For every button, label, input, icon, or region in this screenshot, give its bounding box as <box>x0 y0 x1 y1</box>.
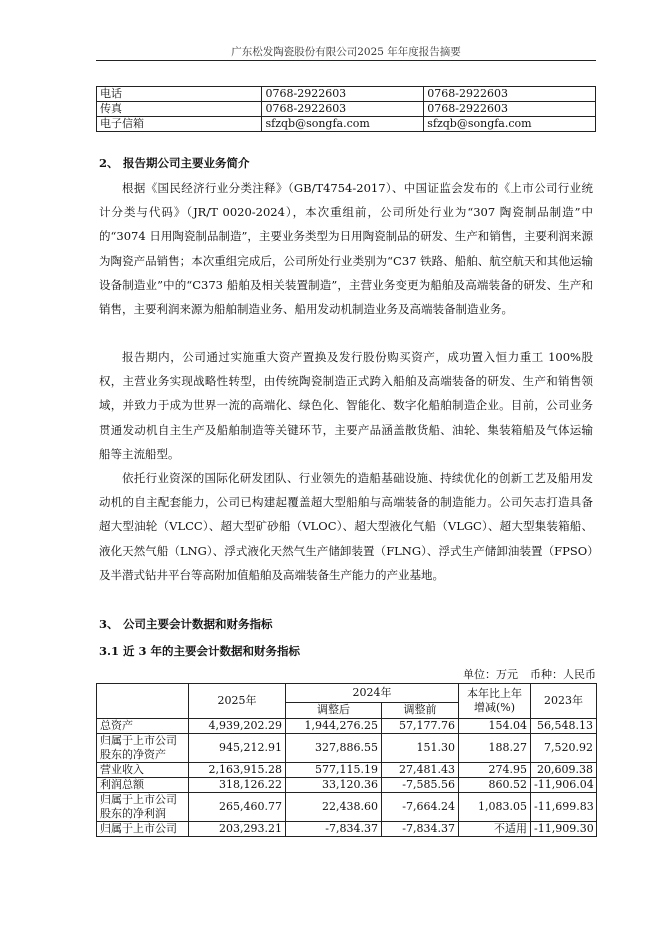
table-row <box>97 778 597 793</box>
cell-adjusted-before: -7,664.24 <box>382 793 459 822</box>
body-paragraph: 依托行业资深的国际化研发团队、行业领先的造船基础设施、持续优化的创新工艺及船用发动机的自主配套能力，公司已构建起覆盖超大型船舶与高端装备的制造能力。公司矢志打造具备超大型油轮（VLCC）、超大型矿砂船（VLOC）、超大型液化气船（VLGC）、超大型集装箱船、液化天然气船（LNG）、浮式液化天然气生产储卸装置（FLNG）、浮式生产储卸油装置（FPSO）及半潜式钻井平台等高附加值船舶及高端装备生产能力的产业基地。 <box>99 471 593 582</box>
contact-label: 电话 <box>97 87 262 102</box>
table-row <box>97 87 596 102</box>
row-label: 归属于上市公司股东的净利润 <box>97 793 189 822</box>
row-label: 营业收入 <box>97 763 189 778</box>
cell-change: 188.27 <box>459 734 531 763</box>
contact-label: 传真 <box>97 102 262 117</box>
unit-label: 单位：万元 <box>463 668 518 681</box>
table-header-row <box>97 684 597 703</box>
section-title: 公司主要会计数据和财务指标 <box>123 617 273 631</box>
cell-change: 274.95 <box>459 763 531 778</box>
page-header-title: 广东松发陶瓷股份有限公司2025 年年度报告摘要 <box>231 46 461 58</box>
section-2-heading <box>99 155 250 171</box>
cell-2025: 945,212.91 <box>189 734 286 763</box>
cell-2025: 4,939,202.29 <box>189 719 286 734</box>
financial-table <box>96 683 597 837</box>
contact-email: sfzqb@songfa.com <box>262 117 424 132</box>
cell-2023: 56,548.13 <box>531 719 597 734</box>
cell-adjusted-after: 577,115.19 <box>286 763 382 778</box>
table-row <box>97 793 597 822</box>
cell-adjusted-before: -7,834.37 <box>382 822 459 837</box>
header-change: 本年比上年增减(%) <box>459 684 531 719</box>
cell-2023: -11,909.30 <box>531 822 597 837</box>
cell-change: 不适用 <box>459 822 531 837</box>
cell-change: 154.04 <box>459 719 531 734</box>
cell-change: 860.52 <box>459 778 531 793</box>
cell-adjusted-after: 22,438.60 <box>286 793 382 822</box>
cell-adjusted-before: 151.30 <box>382 734 459 763</box>
contact-value: 0768-2922603 <box>262 102 424 117</box>
cell-adjusted-before: -7,585.56 <box>382 778 459 793</box>
contact-value: 0768-2922603 <box>262 87 424 102</box>
section-number: 3、 <box>99 617 119 631</box>
table-row <box>97 734 597 763</box>
header-cell-empty <box>97 684 189 719</box>
cell-change: 1,083.05 <box>459 793 531 822</box>
table-row <box>97 102 596 117</box>
table-row <box>97 117 596 132</box>
section-3-heading <box>99 616 273 632</box>
row-label: 归属于上市公司股东的净资产 <box>97 734 189 763</box>
header-2024: 2024年 <box>286 684 459 703</box>
currency-label: 币种：人民币 <box>530 668 596 681</box>
body-paragraph: 报告期内，公司通过实施重大资产置换及发行股份购买资产，成功置入恒力重工 100%股权，主营业务实现战略性转型，由传统陶瓷制造正式跨入船舶及高端装备的研发、生产和销售领域，并致力于成为世界一流的高端化、绿色化、智能化、数字化船舶制造企业。目前，公司业务贯通发动机自主生产及船舶制造等关键环节，主要产品涵盖散货船、油轮、集装箱船及气体运输船等主流船型。 <box>99 350 593 461</box>
cell-2025: 203,293.21 <box>189 822 286 837</box>
contact-table <box>96 86 596 132</box>
contact-label: 电子信箱 <box>97 117 262 132</box>
cell-2025: 318,126.22 <box>189 778 286 793</box>
contact-value: 0768-2922603 <box>424 87 596 102</box>
row-label: 利润总额 <box>97 778 189 793</box>
header-adjusted-before: 调整前 <box>382 702 459 718</box>
table-row <box>97 822 597 837</box>
header-2023: 2023年 <box>531 684 597 719</box>
unit-line <box>96 666 596 682</box>
row-label: 总资产 <box>97 719 189 734</box>
section-title: 报告期公司主要业务简介 <box>123 156 250 170</box>
cell-adjusted-before: 57,177.76 <box>382 719 459 734</box>
cell-adjusted-after: 33,120.36 <box>286 778 382 793</box>
cell-2025: 2,163,915.28 <box>189 763 286 778</box>
cell-2023: 7,520.92 <box>531 734 597 763</box>
cell-adjusted-before: 27,481.43 <box>382 763 459 778</box>
section-number: 2、 <box>99 156 119 170</box>
cell-2023: 20,609.38 <box>531 763 597 778</box>
body-paragraph: 根据《国民经济行业分类注释》（GB/T4754-2017）、中国证监会发布的《上市公司行业统计分类与代码》（JR/T 0020-2024），本次重组前，公司所处行业为“307 陶瓷制品制造”中的“3074 日用陶瓷制品制造”，主要业务类型为日用陶瓷制品的研发、生产和销售，主要利润来源为陶瓷产品销售；本次重组完成后，公司所处行业类别为“C37 铁路、船舶、航空航天和其他运输设备制造业”中的“C373 船舶及相关装置制造”，主营业务变更为船舶及高端装备的研发、生产和销售，主要利润来源为船舶制造业务、船用发动机制造业务及高端装备制造业务。 <box>99 181 593 317</box>
table-row <box>97 719 597 734</box>
header-rule <box>96 60 596 61</box>
cell-adjusted-after: -7,834.37 <box>286 822 382 837</box>
row-label: 归属于上市公司 <box>97 822 189 837</box>
cell-adjusted-after: 1,944,276.25 <box>286 719 382 734</box>
cell-2023: -11,906.04 <box>531 778 597 793</box>
table-row <box>97 763 597 778</box>
contact-email: sfzqb@songfa.com <box>424 117 596 132</box>
contact-value: 0768-2922603 <box>424 102 596 117</box>
cell-2025: 265,460.77 <box>189 793 286 822</box>
subsection-title: 3.1 近 3 年的主要会计数据和财务指标 <box>99 644 301 658</box>
cell-adjusted-after: 327,886.55 <box>286 734 382 763</box>
header-2025: 2025年 <box>189 684 286 719</box>
header-adjusted-after: 调整后 <box>286 702 382 718</box>
cell-2023: -11,699.83 <box>531 793 597 822</box>
